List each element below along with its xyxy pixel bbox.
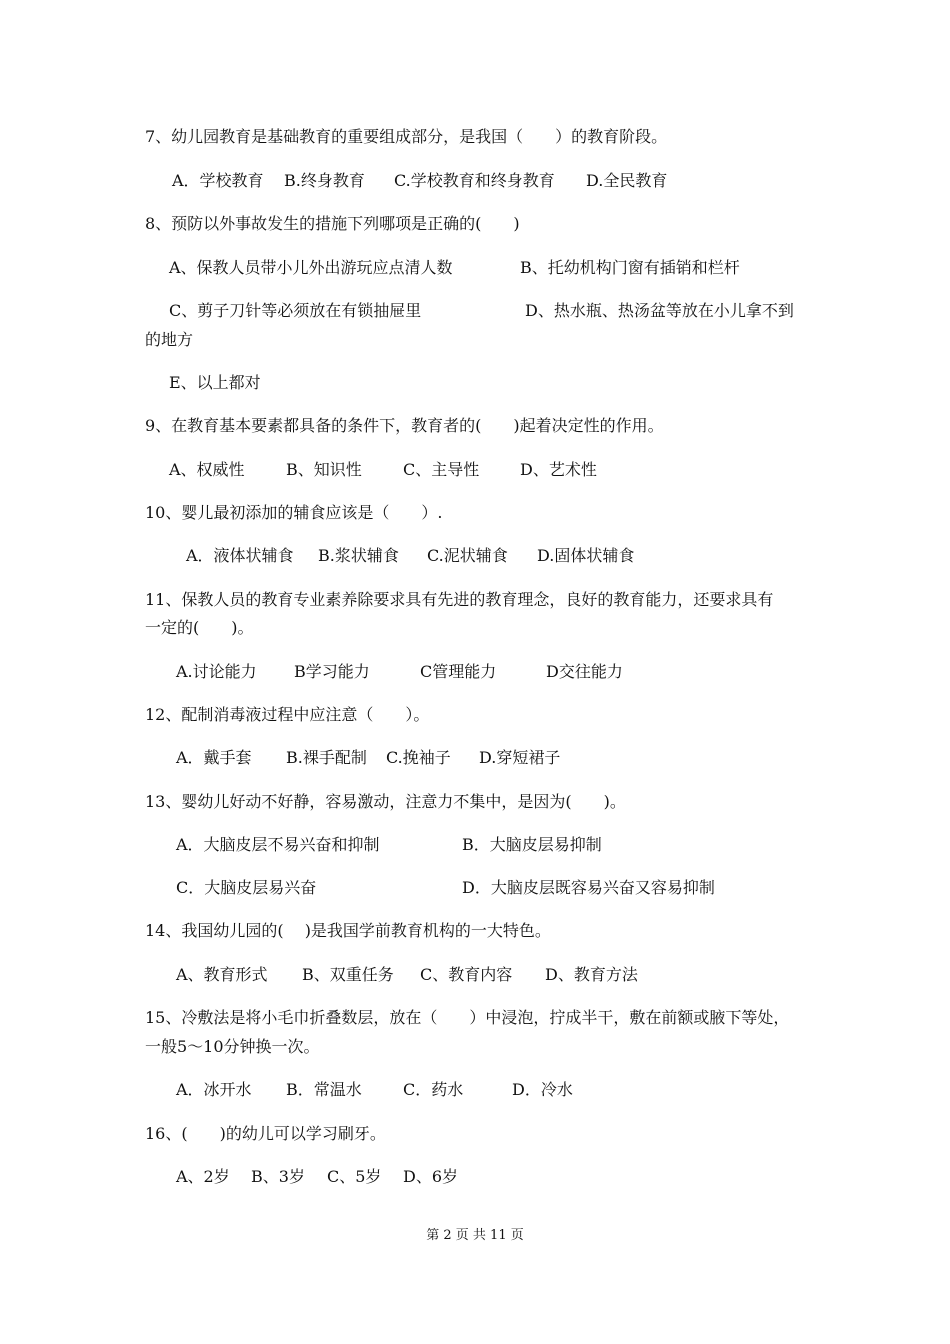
question-15-option-a: A．冰开水: [176, 1080, 252, 1099]
question-12-option-b: B.裸手配制: [286, 748, 367, 767]
question-14-option-b: B、双重任务: [302, 965, 394, 984]
question-7-option-c: C.学校教育和终身教育: [394, 171, 555, 190]
question-10-option-a: A．液体状辅食: [186, 546, 294, 565]
question-8-option-c: C、剪子刀针等必须放在有锁抽屉里: [169, 301, 422, 320]
question-15-stem: 15、冷敷法是将小毛巾折叠数层，放在（ ）中浸泡，拧成半干，敷在前额或腋下等处，: [145, 1008, 790, 1027]
question-13-option-d: D．大脑皮层既容易兴奋又容易抑制: [462, 878, 715, 897]
question-8-stem: 8、预防以外事故发生的措施下列哪项是正确的( ): [145, 214, 520, 233]
question-10-option-b: B.浆状辅食: [318, 546, 399, 565]
question-14-option-a: A、教育形式: [176, 965, 268, 984]
question-14-option-d: D、教育方法: [545, 965, 638, 984]
question-15-option-b: B．常温水: [286, 1080, 362, 1099]
question-9-stem: 9、在教育基本要素都具备的条件下，教育者的( )起着决定性的作用。: [145, 416, 664, 435]
question-8-option-e: E、以上都对: [169, 373, 261, 392]
page-footer: 第 2 页 共 11 页: [426, 1228, 524, 1243]
question-8-option-d-continued: 的地方: [145, 330, 194, 349]
question-16-option-d: D、6岁: [403, 1167, 459, 1186]
question-8-option-a: A、保教人员带小儿外出游玩应点清人数: [169, 258, 453, 277]
question-7-option-d: D.全民教育: [586, 171, 668, 190]
question-9-option-a: A、权威性: [169, 460, 245, 479]
question-14-stem: 14、我国幼儿园的( )是我国学前教育机构的一大特色。: [145, 921, 551, 940]
question-12-stem: 12、配制消毒液过程中应注意（ ）。: [145, 705, 430, 724]
question-15-option-c: C．药水: [403, 1080, 464, 1099]
question-14-option-c: C、教育内容: [420, 965, 513, 984]
question-7-option-b: B.终身教育: [284, 171, 365, 190]
question-11-option-a: A.讨论能力: [176, 662, 257, 681]
question-8-option-d: D、热水瓶、热汤盆等放在小儿拿不到: [525, 301, 794, 320]
question-7-option-a: A．学校教育: [172, 171, 264, 190]
question-12-option-d: D.穿短裙子: [479, 748, 561, 767]
question-11-stem: 11、保教人员的教育专业素养除要求具有先进的教育理念，良好的教育能力，还要求具有: [145, 590, 774, 609]
question-9-option-d: D、艺术性: [520, 460, 597, 479]
question-7-stem: 7、幼儿园教育是基础教育的重要组成部分，是我国（ ）的教育阶段。: [145, 127, 668, 146]
question-12-option-a: A．戴手套: [176, 748, 252, 767]
question-8-option-b: B、托幼机构门窗有插销和栏杆: [520, 258, 740, 277]
question-13-option-a: A．大脑皮层不易兴奋和抑制: [176, 835, 380, 854]
question-10-option-c: C.泥状辅食: [427, 546, 508, 565]
question-9-option-b: B、知识性: [286, 460, 362, 479]
question-11-option-c: C管理能力: [420, 662, 497, 681]
question-16-stem: 16、( )的幼儿可以学习刷牙。: [145, 1124, 386, 1143]
question-13-option-c: C．大脑皮层易兴奋: [176, 878, 317, 897]
question-10-stem: 10、婴儿最初添加的辅食应该是（ ）.: [145, 503, 443, 522]
question-13-option-b: B．大脑皮层易抑制: [462, 835, 602, 854]
question-16-option-b: B、3岁: [251, 1167, 305, 1186]
question-10-option-d: D.固体状辅食: [537, 546, 635, 565]
question-15-stem-continued: 一般5～10分钟换一次。: [145, 1037, 320, 1056]
question-12-option-c: C.挽袖子: [386, 748, 451, 767]
question-16-option-a: A、2岁: [176, 1167, 230, 1186]
question-11-option-b: B学习能力: [294, 662, 370, 681]
question-9-option-c: C、主导性: [403, 460, 480, 479]
question-16-option-c: C、5岁: [327, 1167, 382, 1186]
question-13-stem: 13、婴幼儿好动不好静，容易激动，注意力不集中，是因为( )。: [145, 792, 626, 811]
question-15-option-d: D．冷水: [512, 1080, 573, 1099]
question-11-option-d: D交往能力: [546, 662, 623, 681]
question-11-stem-continued: 一定的( )。: [145, 618, 254, 637]
